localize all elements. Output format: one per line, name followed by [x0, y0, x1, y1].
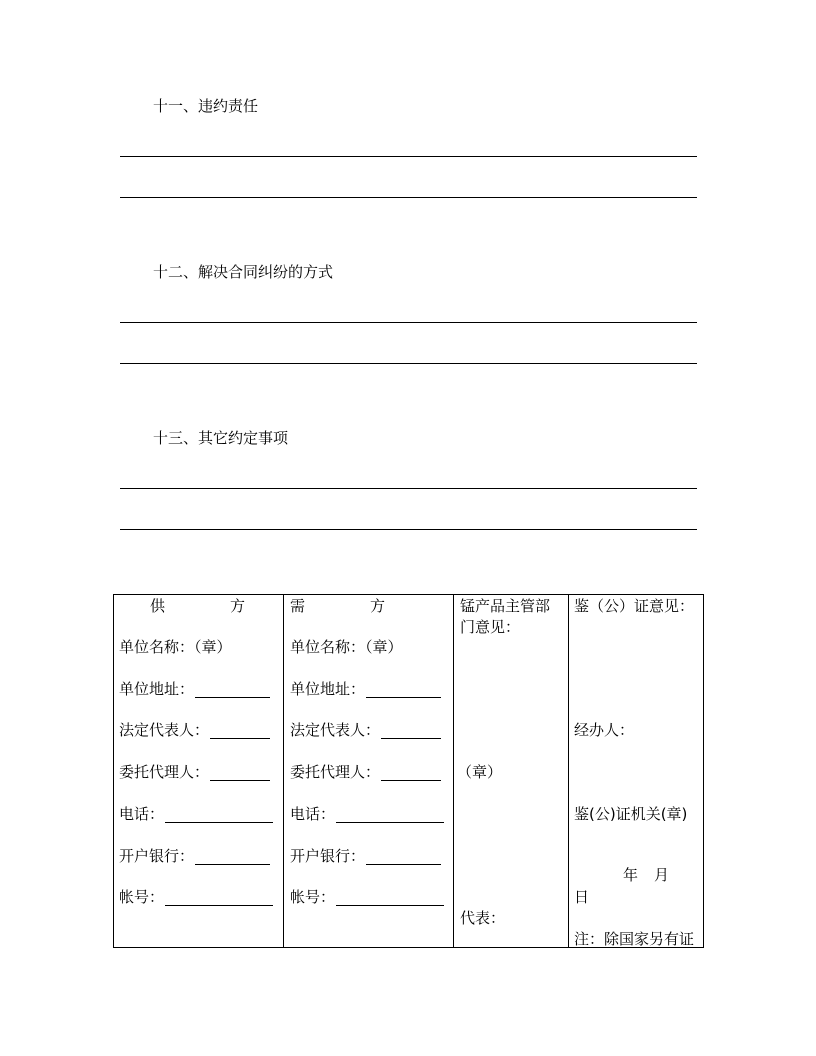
authority-title-line2: 门意见： [460, 618, 521, 636]
buyer-account-field [290, 888, 444, 906]
supplier-phone-blank[interactable] [165, 806, 273, 823]
supplier-bank-blank[interactable] [195, 848, 270, 865]
buyer-bank-field [290, 847, 441, 865]
supplier-agent-label: 委托代理人： [119, 763, 210, 781]
supplier-agent-field [119, 763, 270, 781]
buyer-phone-label: 电话： [290, 805, 336, 823]
supplier-unit-address-label: 单位地址： [119, 680, 195, 698]
buyer-agent-label: 委托代理人： [290, 763, 381, 781]
supplier-legal-rep-blank[interactable] [210, 722, 270, 739]
buyer-phone-blank[interactable] [336, 806, 444, 823]
section-heading-other: 十三、其它约定事项 [153, 429, 289, 447]
supplier-unit-address-field [119, 680, 270, 698]
supplier-account-field [119, 888, 273, 906]
fill-line [120, 322, 697, 323]
column-divider [568, 595, 569, 947]
column-divider [283, 595, 284, 947]
buyer-unit-address-field [290, 680, 441, 698]
notary-organ: 鉴(公)证机关(章) [574, 805, 688, 823]
buyer-agent-field [290, 763, 441, 781]
buyer-unit-address-blank[interactable] [366, 681, 441, 698]
authority-title-line1: 锰产品主管部 [460, 597, 551, 615]
buyer-phone-field [290, 805, 444, 823]
buyer-account-blank[interactable] [336, 889, 444, 906]
supplier-title-a: 供 [150, 597, 166, 615]
signature-table [113, 594, 704, 948]
fill-line [120, 488, 697, 489]
buyer-legal-rep-label: 法定代表人： [290, 721, 381, 739]
supplier-bank-field [119, 847, 270, 865]
notary-day: 日 [574, 888, 590, 906]
column-divider [453, 595, 454, 947]
buyer-legal-rep-field [290, 721, 441, 739]
authority-representative: 代表： [460, 909, 506, 927]
buyer-unit-name: 单位名称：（章） [290, 638, 403, 656]
notary-handler: 经办人： [574, 721, 635, 739]
buyer-bank-label: 开户银行： [290, 847, 366, 865]
fill-line [120, 156, 697, 157]
notary-title: 鉴（公）证意见： [574, 597, 695, 615]
buyer-title-a: 需 [290, 597, 306, 615]
buyer-agent-blank[interactable] [381, 764, 441, 781]
section-heading-dispute: 十二、解决合同纠纷的方式 [153, 263, 334, 281]
supplier-unit-name: 单位名称：（章） [119, 638, 232, 656]
buyer-bank-blank[interactable] [366, 848, 441, 865]
supplier-legal-rep-label: 法定代表人： [119, 721, 210, 739]
buyer-account-label: 帐号： [290, 888, 336, 906]
buyer-title-b: 方 [370, 597, 386, 615]
notary-year: 年 [623, 866, 639, 884]
notary-month: 月 [654, 866, 670, 884]
fill-line [120, 529, 697, 530]
supplier-legal-rep-field [119, 721, 270, 739]
supplier-bank-label: 开户银行： [119, 847, 195, 865]
supplier-title-b: 方 [230, 597, 246, 615]
supplier-phone-field [119, 805, 273, 823]
supplier-agent-blank[interactable] [210, 764, 270, 781]
fill-line [120, 197, 697, 198]
buyer-legal-rep-blank[interactable] [381, 722, 441, 739]
supplier-unit-address-blank[interactable] [195, 681, 270, 698]
section-heading-breach: 十一、违约责任 [153, 97, 259, 115]
fill-line [120, 363, 697, 364]
supplier-phone-label: 电话： [119, 805, 165, 823]
notary-note: 注：除国家另有证 [574, 930, 695, 948]
authority-seal: （章） [457, 763, 503, 781]
supplier-account-label: 帐号： [119, 888, 165, 906]
buyer-unit-address-label: 单位地址： [290, 680, 366, 698]
supplier-account-blank[interactable] [165, 889, 273, 906]
